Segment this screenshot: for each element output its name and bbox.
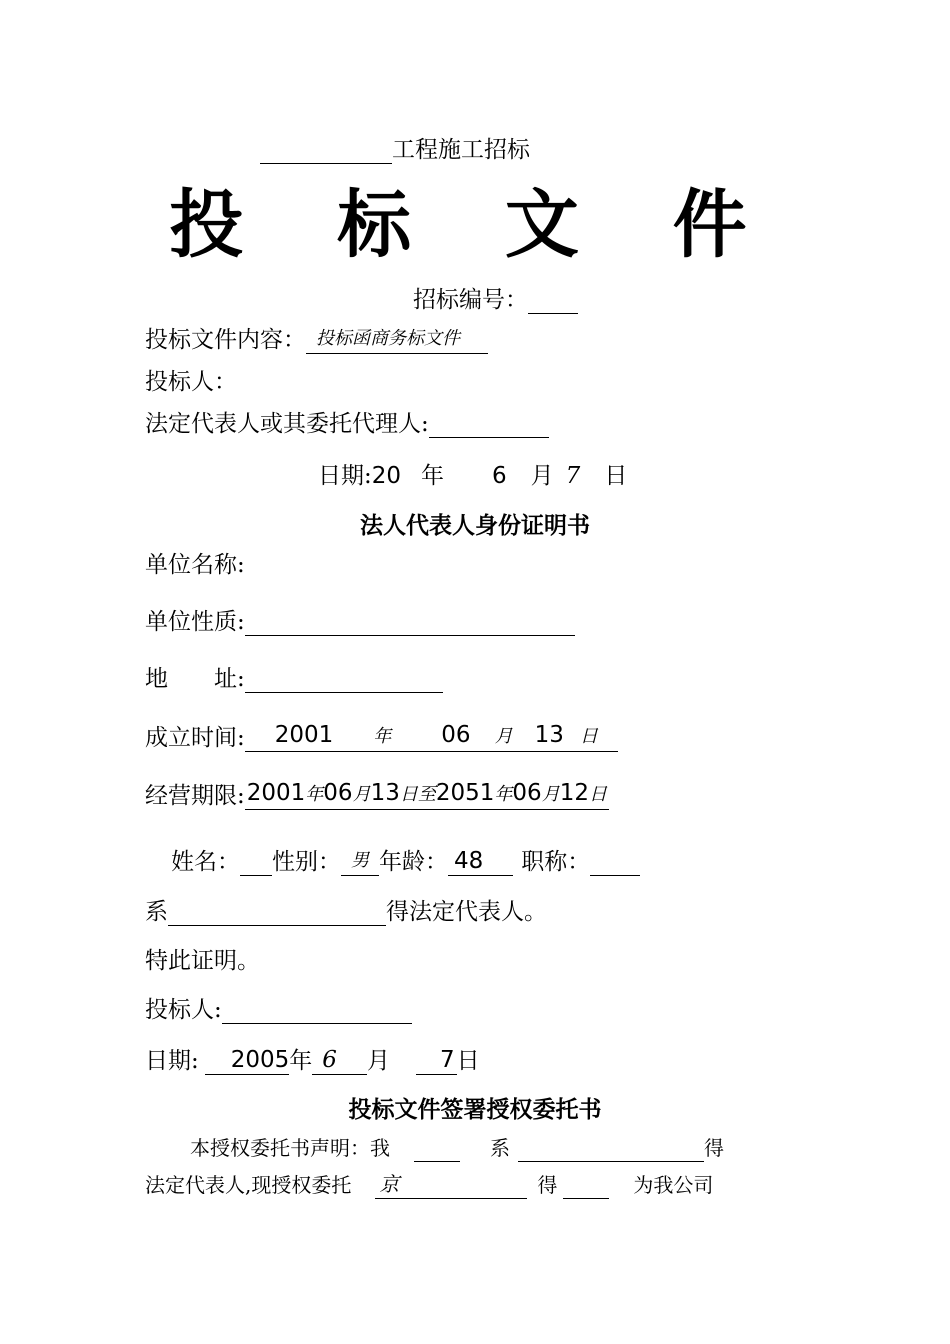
term-label: 经营期限: [145,783,245,809]
term-start-day-unit: 日至 [399,784,436,805]
gender-value[interactable]: 男 [341,847,379,876]
company-blank[interactable] [168,901,386,926]
term-end-year-unit: 年 [494,784,513,805]
legal-rep-row [145,898,547,926]
content-label: 投标文件内容： [145,327,306,353]
auth-de2: 得 [537,1173,558,1197]
term-end-day-unit: 日 [588,784,607,805]
founded-month: 06 [441,722,471,748]
auth-para-1: 本授权委托书声明：我 [190,1136,390,1160]
term-start-day: 13 [370,780,400,806]
address-row [145,665,443,693]
content-row [145,325,488,354]
title-label: 职称： [521,849,591,875]
unit-name-label: 单位名称: [145,552,245,578]
bid-number-row [413,286,578,314]
auth-is: 系 [490,1136,510,1160]
rep-blank[interactable] [429,413,549,438]
bid-number-label: 招标编号： [413,287,528,313]
identity-date-label: 日期: [145,1048,199,1074]
term-start-year-unit: 年 [305,784,324,805]
cover-bidder-row [145,368,237,396]
founded-row [145,721,618,752]
age-label: 年龄： [379,849,448,875]
title-blank[interactable] [590,851,640,876]
cover-date-day: 7 [565,463,581,489]
term-value[interactable] [245,779,609,810]
cover-date-month: 6 [492,463,507,489]
main-title: 投 标 文 件 [169,182,781,268]
term-end-day: 12 [559,780,589,806]
authorization-title: 投标文件签署授权委托书 [348,1097,602,1123]
term-end-month: 06 [512,780,542,806]
auth-line-2 [145,1170,713,1199]
founded-year-unit: 年 [373,726,392,747]
unit-nature-label: 单位性质: [145,609,245,635]
term-end-year: 2051 [435,780,495,806]
cover-date-year: 20 [371,463,402,489]
identity-date-year[interactable]: 2005 [205,1046,290,1075]
identity-bidder-row [145,996,412,1024]
identity-bidder-blank[interactable] [222,999,412,1024]
identity-date-year-unit: 年 [289,1048,313,1074]
founded-year: 2001 [274,722,334,748]
auth-agent-value[interactable]: 京 [375,1170,527,1199]
auth-para-2: 法定代表人,现授权委托 [145,1173,352,1197]
cover-bidder-label: 投标人： [145,369,237,395]
unit-nature-row [145,608,575,636]
rep-label: 法定代表人或其委托代理人: [145,411,429,437]
rep-row [145,410,549,438]
identity-title: 法人代表人身份证明书 [360,513,590,539]
name-label: 姓名： [171,849,240,875]
cover-date-month-unit: 月 [530,463,554,489]
identity-date-row [145,1046,480,1075]
bid-number-blank[interactable] [528,289,578,314]
auth-company-blank[interactable] [518,1141,704,1162]
project-suffix: 工程施工招标 [392,137,530,163]
project-name-blank[interactable] [260,139,392,164]
age-value[interactable]: 48 [448,847,513,876]
auth-end: 为我公司 [633,1173,714,1197]
term-end-month-unit: 月 [541,784,560,805]
identity-date-day[interactable]: 7 [416,1046,457,1075]
identity-bidder-label: 投标人: [145,997,222,1023]
cover-date-row [318,462,627,490]
unit-name-row [145,551,245,579]
gender-label: 性别： [272,849,341,875]
unit-nature-blank[interactable] [245,611,575,636]
identity-date-month[interactable]: 6 [312,1046,367,1075]
term-row [145,779,609,810]
auth-agent-company-blank[interactable] [563,1178,609,1199]
cover-date-year-unit: 年 [421,463,445,489]
founded-day-unit: 日 [579,726,598,747]
term-start-month-unit: 月 [352,784,371,805]
term-start-year: 2001 [246,780,306,806]
legal-rep-text: 得法定代表人。 [386,899,547,925]
cover-date-day-unit: 日 [604,463,628,489]
is-label: 系 [145,899,168,925]
address-label: 地 址: [145,666,245,692]
identity-date-day-unit: 日 [456,1048,480,1074]
founded-value[interactable] [245,721,618,752]
auth-line-1 [190,1134,724,1162]
auth-de: 得 [704,1136,724,1160]
certify-row [145,947,260,975]
certify-text: 特此证明。 [145,948,260,974]
name-blank[interactable] [240,851,272,876]
cover-date-label: 日期: [318,463,372,489]
address-blank[interactable] [245,668,443,693]
identity-date-month-unit: 月 [366,1048,390,1074]
auth-name-blank[interactable] [414,1141,460,1162]
content-value[interactable]: 投标函商务标文件 [306,325,488,354]
founded-month-unit: 月 [494,726,513,747]
founded-label: 成立时间: [145,725,245,751]
term-start-month: 06 [323,780,353,806]
person-row [171,847,640,876]
project-heading [260,136,530,164]
founded-day: 13 [534,722,564,748]
